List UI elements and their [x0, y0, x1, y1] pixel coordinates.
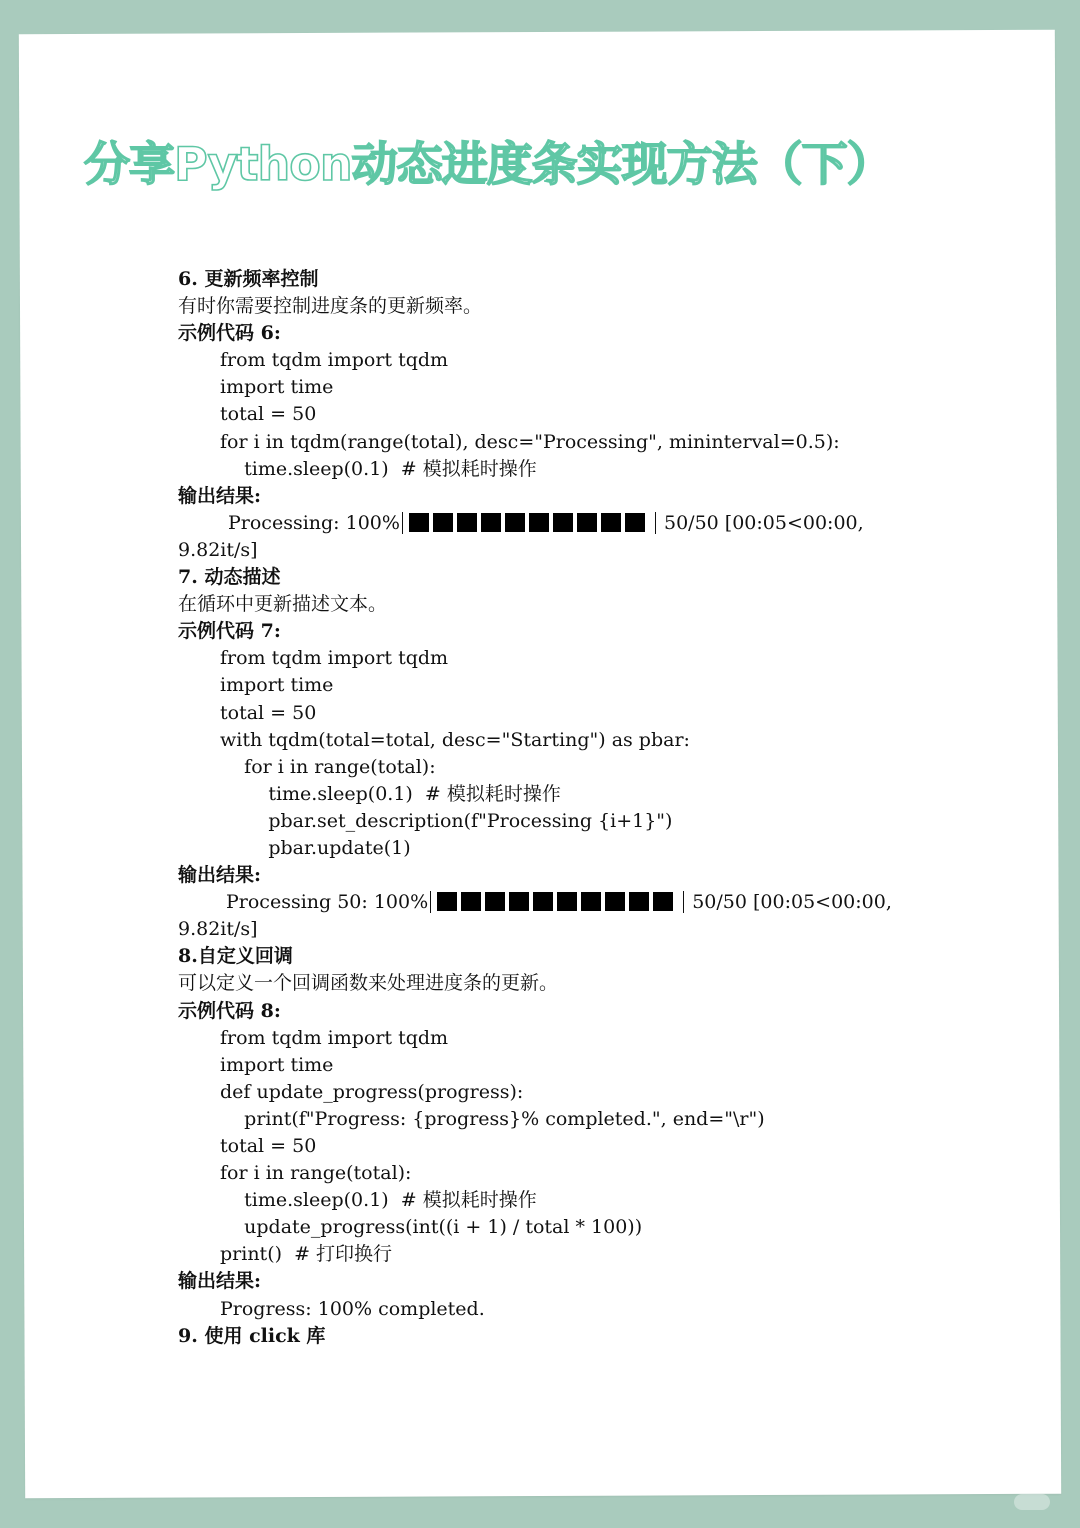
- section-heading: 7. 动态描述: [178, 566, 281, 589]
- code-line: for i in range(total):: [220, 1162, 412, 1185]
- section-description: 在循环中更新描述文本。: [178, 593, 388, 616]
- progress-block: [457, 513, 477, 532]
- progress-block: [557, 892, 577, 911]
- progress-block: [601, 513, 621, 532]
- code-label: 示例代码 6:: [178, 322, 281, 345]
- code-label: 示例代码 7:: [178, 620, 281, 643]
- progress-block: [581, 892, 601, 911]
- code-line: total = 50: [220, 701, 317, 724]
- output-label: 输出结果:: [178, 484, 262, 507]
- output-prefix: Processing: 100%: [228, 511, 400, 534]
- code-line: total = 50: [220, 1135, 317, 1157]
- progress-block: [505, 513, 525, 532]
- progress-bar: [430, 891, 684, 913]
- progress-block: [485, 892, 505, 911]
- code-label: 示例代码 8:: [178, 999, 281, 1022]
- code-line: def update_progress(progress):: [220, 1080, 524, 1103]
- code-line: time.sleep(0.1) # 模拟耗时操作: [220, 782, 561, 805]
- code-line: import time: [220, 674, 334, 697]
- page-title: 分享Python动态进度条实现方法（下）: [84, 137, 892, 191]
- code-line: from tqdm import tqdm: [220, 647, 449, 670]
- output-suffix: 50/50 [00:05<00:00,: [692, 891, 892, 914]
- section-heading: 8.自定义回调: [178, 945, 293, 968]
- code-line: for i in range(total):: [220, 755, 436, 778]
- progress-block: [629, 892, 649, 911]
- progress-block: [577, 513, 597, 532]
- progress-block: [653, 892, 673, 911]
- watermark: [1014, 1494, 1050, 1510]
- code-line: update_progress(int((i + 1) / total * 100)): [220, 1216, 643, 1239]
- code-line: print() # 打印换行: [220, 1243, 393, 1266]
- code-line: import time: [220, 1053, 334, 1076]
- output-label: 输出结果:: [178, 1270, 262, 1293]
- code-line: pbar.update(1): [220, 836, 411, 859]
- progress-block: [481, 513, 501, 532]
- section-heading: 6. 更新频率控制: [178, 268, 319, 290]
- article-body: [178, 266, 918, 1350]
- output-text: Progress: 100% completed.: [220, 1297, 485, 1320]
- section-description: 可以定义一个回调函数来处理进度条的更新。: [178, 972, 559, 995]
- code-line: pbar.set_description(f"Processing {i+1}"): [220, 809, 673, 832]
- output-label: 输出结果:: [178, 864, 262, 887]
- code-line: total = 50: [220, 403, 317, 426]
- section-heading: 9. 使用 click 库: [178, 1324, 326, 1347]
- code-line: for i in tqdm(range(total), desc="Processing", mininterval=0.5):: [220, 430, 840, 453]
- code-line: time.sleep(0.1) # 模拟耗时操作: [220, 457, 537, 480]
- progress-block: [553, 513, 573, 532]
- progress-block: [533, 892, 553, 911]
- progress-block: [625, 513, 645, 532]
- progress-block: [461, 892, 481, 911]
- code-line: time.sleep(0.1) # 模拟耗时操作: [220, 1189, 537, 1212]
- progress-bar: [402, 512, 656, 534]
- progress-block: [433, 513, 453, 532]
- progress-block: [409, 513, 429, 532]
- output-wrap-line: 9.82it/s]: [178, 918, 258, 941]
- output-progress-line: [178, 510, 918, 537]
- section-description: 有时你需要控制进度条的更新频率。: [178, 295, 483, 318]
- code-line: from tqdm import tqdm: [220, 1026, 449, 1049]
- progress-block: [605, 892, 625, 911]
- progress-block: [437, 892, 457, 911]
- output-suffix: 50/50 [00:05<00:00,: [663, 511, 864, 534]
- progress-block: [509, 892, 529, 911]
- output-progress-line: [178, 889, 918, 916]
- code-line: print(f"Progress: {progress}% completed.", end="\r"): [220, 1107, 765, 1130]
- output-wrap-line: 9.82it/s]: [178, 538, 258, 561]
- code-line: with tqdm(total=total, desc="Starting") as pbar:: [220, 728, 690, 751]
- progress-block: [529, 513, 549, 532]
- code-line: import time: [220, 376, 334, 399]
- code-line: from tqdm import tqdm: [220, 349, 449, 372]
- output-prefix: Processing 50: 100%: [226, 891, 429, 914]
